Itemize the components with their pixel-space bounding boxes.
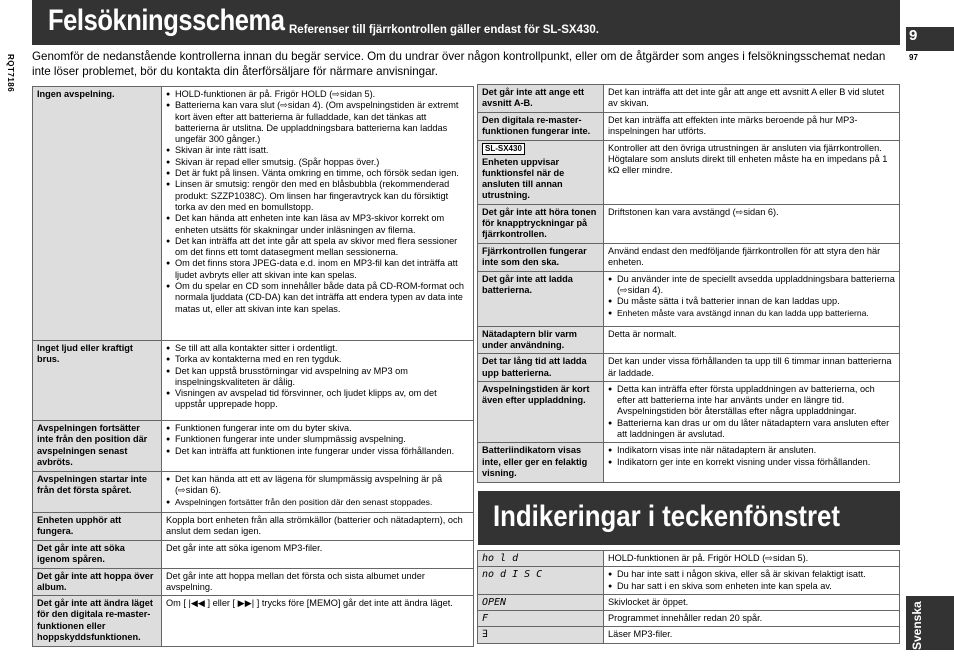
- list-item: ● Du har inte satt i någon skiva, eller så är skivan felaktigt isatt.: [608, 569, 895, 580]
- problem-cell: [478, 611, 604, 627]
- list-item: ● Se till att alla kontakter sitter i ordentligt.: [166, 343, 469, 354]
- list-item: ● Det kan uppstå brusstörningar vid avspelning av MP3 om inspelningskvaliteten är dålig.: [166, 366, 469, 389]
- problem-text: ho l d: [482, 553, 519, 564]
- problem-cell: [478, 354, 604, 382]
- list-item: ● Indikatorn visas inte när nätadaptern är ansluten.: [608, 445, 895, 456]
- solution-text: Det kan under vissa förhållanden ta upp till 6 timmar innan batterierna är laddade.: [608, 356, 892, 378]
- solution-list: [608, 445, 895, 468]
- list-item: ● Enheten måste vara avstängd innan du kan ladda upp batterierna.: [608, 308, 895, 319]
- problem-text: Det går inte att ändra läget för den digitala re-master-funktionen eller hoppskyddsfunktionen.: [37, 598, 153, 643]
- problem-cell: [478, 112, 604, 140]
- solution-text: Programmet innehåller redan 20 spår.: [608, 613, 763, 624]
- table-row: [478, 594, 900, 610]
- solution-cell: [604, 243, 900, 271]
- list-item: ● Torka av kontakterna med en ren tygduk.: [166, 354, 469, 365]
- solution-cell: [162, 541, 474, 569]
- document-code: RQT7186: [6, 54, 15, 93]
- table-row: [33, 596, 474, 647]
- solution-list: [608, 384, 895, 440]
- table-row: [478, 354, 900, 382]
- table-row: [478, 611, 900, 627]
- table-row: [478, 204, 900, 243]
- list-item: ● Det kan inträffa att funktionen inte fungerar under vissa förhållanden.: [166, 446, 469, 457]
- page-title: Felsökningsschema: [48, 4, 285, 37]
- problem-text: Enheten uppvisar funktionsfel när de ansluten till annan utrustning.: [482, 156, 565, 201]
- table-row: [478, 627, 900, 643]
- table-row: [478, 243, 900, 271]
- problem-cell: [478, 551, 604, 567]
- list-item: ● Om det finns stora JPEG-data e.d. inom en MP3-fil kan det inträffa att ljudet avbryts eller att skivan inte kan spelas.: [166, 258, 469, 281]
- model-tag: SL-SX430: [482, 143, 525, 155]
- list-item: ● Du måste sätta i två batterier innan de kan laddas upp.: [608, 296, 895, 307]
- problem-cell: [33, 541, 162, 569]
- problem-cell: [33, 341, 162, 421]
- problem-cell: [33, 513, 162, 541]
- intro-text: Genomför de nedanstående kontrollerna innan du begär service. Om du undrar över någon kontrollpunkt, eller om de åtgärder som anges i felsökningsschemat nedan inte löser problemet, bör du kontakta din återförsäljare för närmare anvisningar.: [32, 50, 886, 78]
- problem-text: Avspelningen startar inte från det första spåret.: [37, 474, 147, 496]
- solution-text: Det kan inträffa att det inte går att ange ett avsnitt A eller B vid slutet av skivan.: [608, 87, 885, 109]
- solution-cell: [162, 341, 474, 421]
- list-item: ● HOLD-funktionen är på. Frigör HOLD (⇨sidan 5).: [166, 89, 469, 100]
- list-item: ● Det kan hända att ett av lägena för slumpmässig avspelning är på (⇨sidan 6).: [166, 474, 469, 497]
- problem-text: OPEN: [482, 596, 507, 608]
- problem-text: Ingen avspelning.: [37, 89, 115, 99]
- solution-cell: [604, 551, 900, 567]
- troubleshooting-table-left: [32, 86, 474, 647]
- list-item: ● Funktionen fungerar inte under slumpmässig avspelning.: [166, 434, 469, 445]
- problem-cell: [478, 271, 604, 326]
- solution-cell: [604, 381, 900, 442]
- problem-text: F: [482, 613, 489, 625]
- solution-list: [166, 89, 469, 315]
- solution-list: [608, 274, 895, 319]
- list-item: ● Indikatorn ger inte en korrekt visning under vissa förhållanden.: [608, 457, 895, 468]
- sub-page-number: 97: [909, 53, 918, 62]
- solution-text: Det går inte att hoppa mellan det första och sista albumet under avspelning.: [166, 570, 425, 592]
- problem-text: Avspelningen fortsätter inte från den position där avspelningen senast avbröts.: [37, 423, 148, 467]
- table-row: [33, 341, 474, 421]
- problem-text: Det går inte att söka igenom spåren.: [37, 543, 125, 565]
- problem-cell: [33, 596, 162, 647]
- problem-cell: [478, 594, 604, 610]
- problem-text: Det går inte att hoppa över album.: [37, 570, 154, 592]
- list-item: ● Funktionen fungerar inte om du byter skiva.: [166, 423, 469, 434]
- solution-text: Driftstonen kan vara avstängd (⇨sidan 6).: [608, 206, 779, 217]
- list-item: ● Skivan är repad eller smutsig. (Spår hoppas över.): [166, 157, 469, 168]
- problem-text: Den digitala re-master-funktionen fungerar inte.: [482, 114, 591, 136]
- solution-cell: [604, 443, 900, 483]
- list-item: ● Skivan är inte rätt isatt.: [166, 145, 469, 156]
- solution-list: [608, 569, 895, 592]
- problem-cell: [33, 568, 162, 596]
- indicators-title: Indikeringar i teckenfönstret: [493, 500, 840, 533]
- page-subtitle: Referenser till fjärrkontrollen gäller endast för SL-SX430.: [289, 24, 599, 36]
- problem-text: Det tar lång tid att ladda upp batterierna.: [482, 356, 587, 378]
- solution-text: Läser MP3-filer.: [608, 629, 673, 640]
- solution-cell: [604, 567, 900, 595]
- problem-text: Det går inte att ladda batterierna.: [482, 273, 573, 295]
- list-item: ● Om du spelar en CD som innehåller både data på CD-ROM-format och normala ljuddata (CD-DA) kan det inträffa att endera typen av data inte matas ut, eller att skivan inte kan spelas.: [166, 281, 469, 315]
- problem-text: Nätadaptern blir varm under användning.: [482, 328, 577, 350]
- table-row: [478, 567, 900, 595]
- solution-cell: [162, 472, 474, 513]
- problem-cell: [478, 443, 604, 483]
- list-item: ● Det kan hända att enheten inte kan läsa av MP3-skivor korrekt om enheten utsätts för skakningar under inläsningen av filerna.: [166, 213, 469, 236]
- problem-cell: [478, 204, 604, 243]
- troubleshooting-table-right: [477, 84, 900, 483]
- solution-cell: [162, 513, 474, 541]
- table-row: [33, 87, 474, 341]
- problem-cell: [33, 472, 162, 513]
- solution-text: Detta är normalt.: [608, 328, 677, 339]
- solution-text: Skivlocket är öppet.: [608, 596, 689, 607]
- table-row: [33, 421, 474, 472]
- solution-cell: [604, 85, 900, 113]
- list-item: ● Detta kan inträffa efter första uppladdningen av batterierna, och efter att batterierna inte har använts under en längre tid. Avspelningstiden bör återställas efter några uppladdningar.: [608, 384, 895, 418]
- solution-cell: [604, 271, 900, 326]
- table-row: [478, 140, 900, 204]
- solution-cell: [604, 354, 900, 382]
- problem-cell: [478, 85, 604, 113]
- problem-cell: [478, 243, 604, 271]
- list-item: ● Du har satt i en skiva som enheten inte kan spela av.: [608, 581, 895, 592]
- table-row: [478, 326, 900, 354]
- problem-text: Inget ljud eller kraftigt brus.: [37, 343, 133, 365]
- problem-cell: [478, 381, 604, 442]
- solution-cell: [162, 596, 474, 647]
- solution-cell: [604, 204, 900, 243]
- solution-text: Använd endast den medföljande fjärrkontrollen för att styra den här enheten.: [608, 245, 881, 267]
- indicators-table: [477, 550, 900, 644]
- solution-cell: [162, 568, 474, 596]
- solution-text: Om [ |◀◀ ] eller [ ▶▶| ] trycks före [MEMO] går det inte att ändra läget.: [166, 598, 453, 609]
- problem-text: Batteriindikatorn visas inte, eller ger en felaktig visning.: [482, 445, 588, 478]
- list-item: ● Visningen av avspelad tid försvinner, och ljudet klipps av, om det uppstår upprepade hopp.: [166, 388, 469, 411]
- solution-cell: [162, 421, 474, 472]
- solution-cell: [604, 326, 900, 354]
- language-tab: Svenska: [910, 601, 924, 650]
- list-item: ● Det kan inträffa att det inte går att spela av skivor med flera sessioner om det finns ett tomt datasegment mellan sessionerna.: [166, 236, 469, 259]
- problem-cell: [478, 140, 604, 204]
- solution-text: Kontroller att den övriga utrustningen är ansluten via fjärrkontrollen. Högtalare som ansluts direkt till enheten måste ha en impedans på 1 kΩ eller mindre.: [608, 142, 888, 176]
- problem-cell: [478, 326, 604, 354]
- problem-text: Fjärrkontrollen fungerar inte som den ska.: [482, 245, 587, 267]
- table-row: [478, 551, 900, 567]
- problem-cell: [33, 87, 162, 341]
- list-item: ● Det är fukt på linsen. Vänta omkring en timme, och försök sedan igen.: [166, 168, 469, 179]
- list-item: ● Batterierna kan dras ur om du låter nätadaptern vara ansluten efter att laddningen är avslutad.: [608, 418, 895, 441]
- problem-text: ∃: [482, 629, 489, 641]
- table-row: [33, 541, 474, 569]
- list-item: ● Batterierna kan vara slut (⇨sidan 4). (Om avspelningstiden är extremt kort även efter att batterierna är fulladdade, kan det tänkas att batterierna är utslitna. De uppladdningsbara batterierna kan laddas ungefär 300 gånger.): [166, 100, 469, 145]
- solution-text: Koppla bort enheten från alla strömkällor (batterier och nätadaptern), och anslut dem sedan igen.: [166, 515, 463, 537]
- solution-list: [166, 423, 469, 457]
- problem-cell: [33, 421, 162, 472]
- solution-list: [166, 474, 469, 508]
- solution-text: Det går inte att söka igenom MP3-filer.: [166, 543, 323, 553]
- solution-text: Det kan inträffa att effekten inte märks beroende på hur MP3-inspelningen har utförts.: [608, 114, 858, 136]
- solution-cell: [604, 140, 900, 204]
- problem-text: Det går inte att höra tonen för knapptryckningar på fjärrkontrollen.: [482, 206, 597, 240]
- solution-cell: [604, 112, 900, 140]
- solution-cell: [604, 594, 900, 610]
- solution-cell: [604, 627, 900, 643]
- list-item: ● Linsen är smutsig: rengör den med en blåsbubbla (rekommenderad produkt: SZZP1038C). Om linsen har fingeravtryck kan du försiktigt torka av den med en bomullstopp.: [166, 179, 469, 213]
- table-row: [33, 568, 474, 596]
- problem-cell: [478, 567, 604, 595]
- table-row: [33, 513, 474, 541]
- problem-text: no d I S C: [482, 569, 543, 581]
- table-row: [478, 112, 900, 140]
- problem-text: Avspelningstiden är kort även efter uppladdning.: [482, 383, 590, 406]
- solution-list: [166, 343, 469, 411]
- page-number: 9: [909, 27, 918, 44]
- table-row: [478, 271, 900, 326]
- table-row: [478, 85, 900, 113]
- table-row: [478, 381, 900, 442]
- table-row: [33, 472, 474, 513]
- list-item: ● Avspelningen fortsätter från den position där den senast stoppades.: [166, 497, 469, 508]
- solution-cell: [604, 611, 900, 627]
- solution-text: HOLD-funktionen är på. Frigör HOLD (⇨sidan 5).: [608, 553, 809, 563]
- problem-cell: [478, 627, 604, 643]
- solution-cell: [162, 87, 474, 341]
- list-item: ● Du använder inte de speciellt avsedda uppladdningsbara batterierna (⇨sidan 4).: [608, 274, 895, 297]
- problem-text: Det går inte att ange ett avsnitt A-B.: [482, 87, 585, 109]
- problem-text: Enheten upphör att fungera.: [37, 515, 122, 537]
- table-row: [478, 443, 900, 483]
